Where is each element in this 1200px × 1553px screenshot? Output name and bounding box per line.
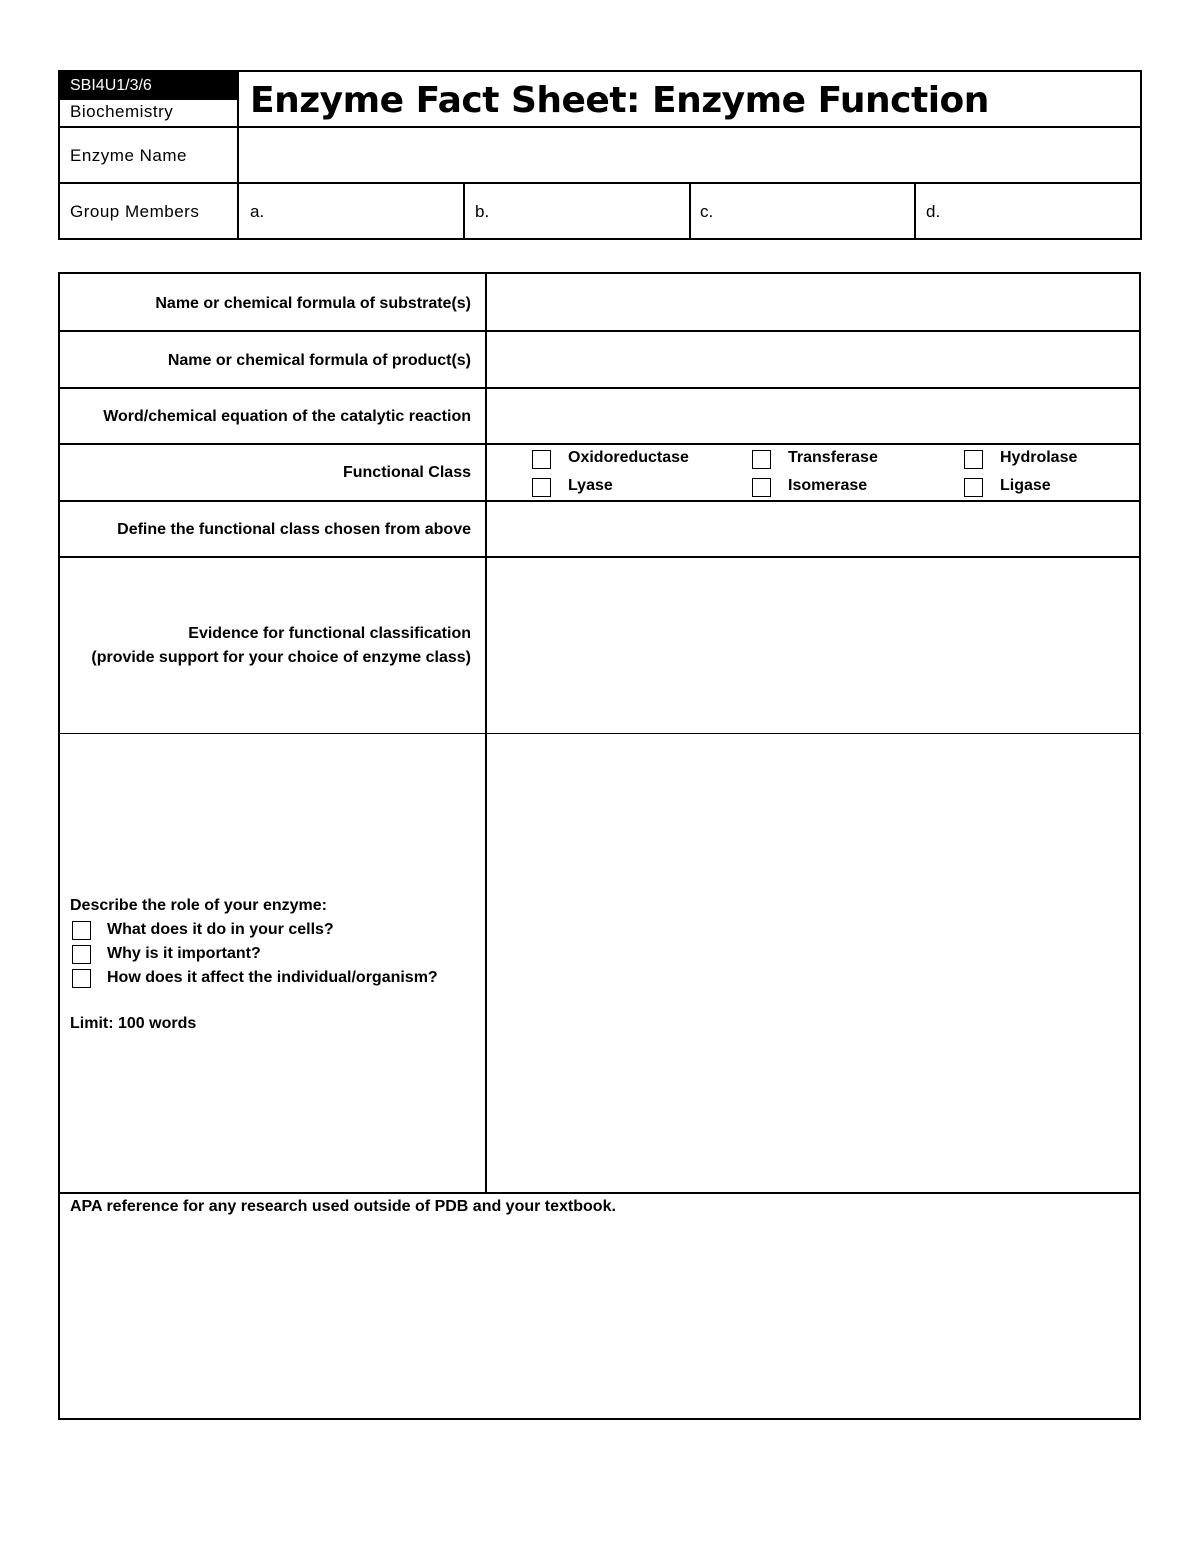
isomerase-checkbox[interactable] — [752, 478, 771, 497]
reference-label: APA reference for any research used outside of PDB and your textbook. — [70, 1198, 616, 1215]
row-divider — [60, 443, 1139, 445]
course-code: SBI4U1/3/6 — [60, 72, 238, 100]
role-question: What does it do in your cells? — [107, 921, 334, 938]
hydrolase-label: Hydrolase — [1000, 449, 1078, 466]
header-table — [58, 70, 1142, 240]
lyase-label: Lyase — [568, 477, 613, 494]
isomerase-label: Isomerase — [788, 477, 868, 494]
member-divider — [914, 182, 916, 238]
role-question-checkbox[interactable] — [72, 921, 91, 940]
role-question-checkbox[interactable] — [72, 969, 91, 988]
evidence-sublabel: (provide support for your choice of enzyme class) — [91, 649, 471, 666]
product-field[interactable] — [488, 332, 1139, 386]
role-field[interactable] — [488, 735, 1139, 1191]
product-label: Name or chemical formula of product(s) — [167, 352, 471, 369]
lyase-checkbox[interactable] — [532, 478, 551, 497]
row-divider — [60, 733, 1139, 734]
role-heading: Describe the role of your enzyme: — [70, 897, 327, 914]
row-divider — [60, 1192, 1139, 1194]
header-row-divider — [60, 182, 1140, 184]
role-question-checkbox[interactable] — [72, 945, 91, 964]
member-d-label: d. — [926, 202, 941, 221]
member-divider — [463, 182, 465, 238]
role-question: How does it affect the individual/organism? — [107, 969, 438, 986]
define-class-label: Define the functional class chosen from above — [117, 521, 471, 538]
member-b-label: b. — [475, 202, 490, 221]
substrate-label: Name or chemical formula of substrate(s) — [155, 295, 471, 312]
evidence-field[interactable] — [488, 558, 1139, 732]
substrate-field[interactable] — [488, 274, 1139, 329]
course-name: Biochemistry — [70, 102, 174, 121]
role-question: Why is it important? — [107, 945, 261, 962]
hydrolase-checkbox[interactable] — [964, 450, 983, 469]
equation-label: Word/chemical equation of the catalytic reaction — [103, 408, 471, 425]
member-c-label: c. — [700, 202, 714, 221]
define-class-field[interactable] — [488, 502, 1139, 555]
oxidoreductase-label: Oxidoreductase — [568, 449, 689, 466]
page-title: Enzyme Fact Sheet: Enzyme Function — [250, 80, 989, 121]
fact-sheet-table — [58, 272, 1141, 1420]
ligase-label: Ligase — [1000, 477, 1051, 494]
member-divider — [689, 182, 691, 238]
transferase-label: Transferase — [788, 449, 878, 466]
reference-field[interactable] — [64, 1224, 1138, 1416]
evidence-label: Evidence for functional classification — [188, 625, 471, 642]
word-limit: Limit: 100 words — [70, 1015, 197, 1032]
oxidoreductase-checkbox[interactable] — [532, 450, 551, 469]
transferase-checkbox[interactable] — [752, 450, 771, 469]
header-divider — [237, 72, 239, 238]
functional-class-label: Functional Class — [342, 464, 471, 481]
ligase-checkbox[interactable] — [964, 478, 983, 497]
group-members-label: Group Members — [70, 202, 200, 221]
enzyme-name-field[interactable] — [240, 128, 1140, 180]
member-a-label: a. — [250, 202, 265, 221]
enzyme-name-label: Enzyme Name — [70, 146, 187, 165]
equation-field[interactable] — [488, 389, 1139, 442]
